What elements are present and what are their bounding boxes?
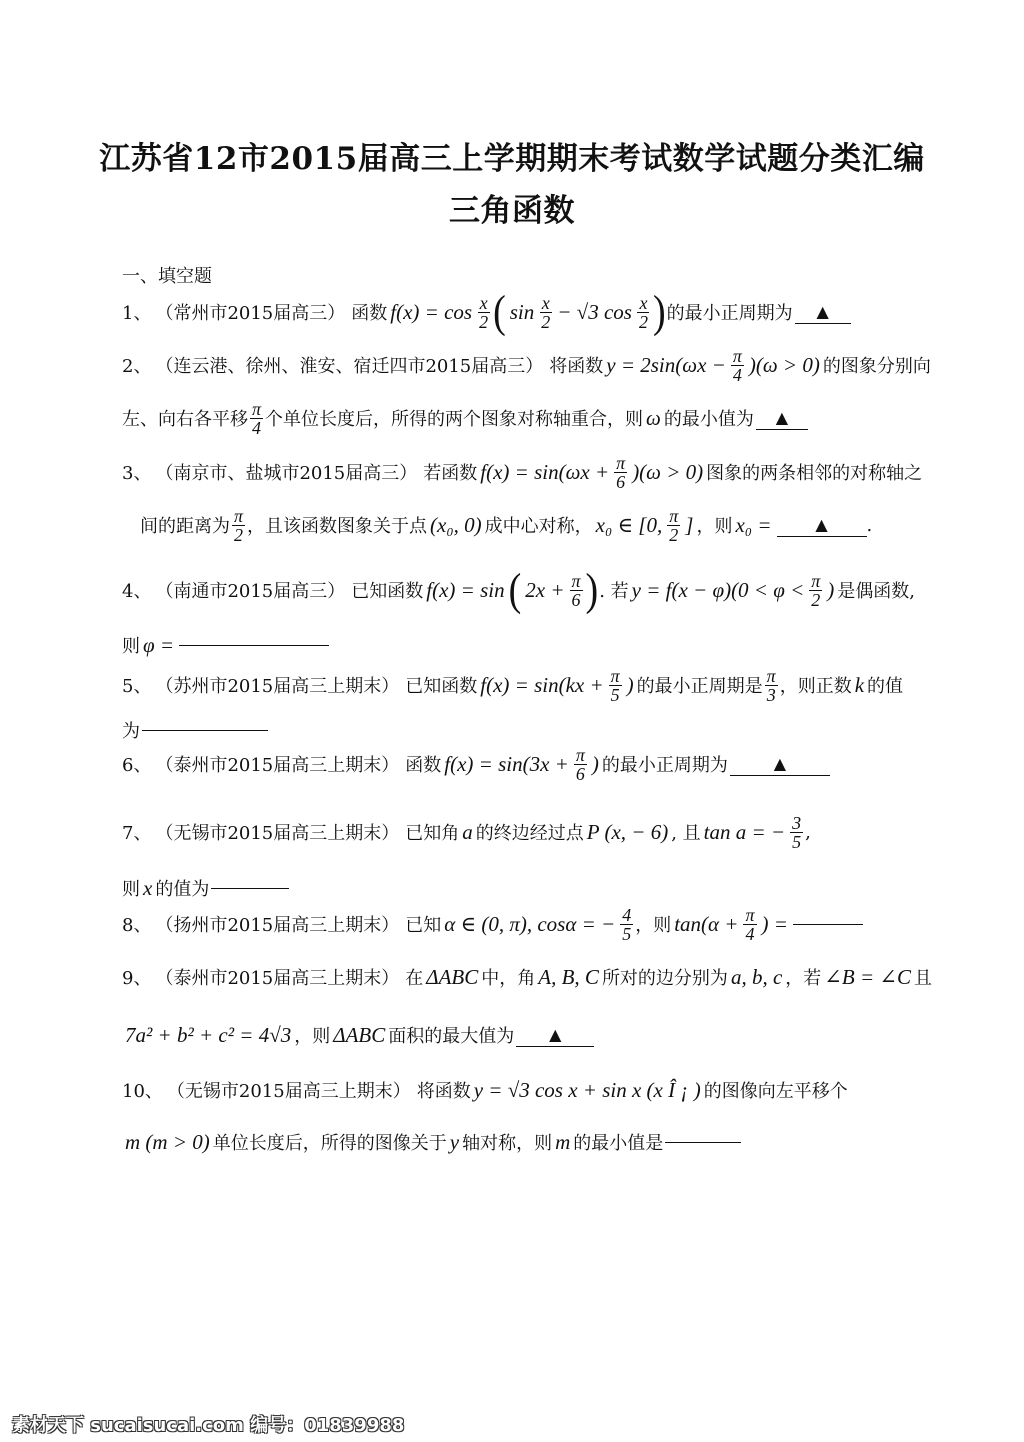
question-10: 10、 （无锡市2015届高三上期末） 将函数 y = √3 cos x + sin x (x Î ¡ ) 的图像向左平移个 [122, 1077, 848, 1102]
question-5-cont: 为 [122, 710, 268, 750]
question-3: 3、 （南京市、盐城市2015届高三） 若函数 f(x) = sin(ωx + $\frac{\pi}{6}$ )(ω > 0) 图象的两条相邻的对称轴之 [122, 452, 923, 492]
answer-blank [179, 645, 329, 646]
question-6: 6、 （泰州市2015届高三上期末） 函数 f(x) = sin(3x + $\frac{\pi}{6}$ ) 的最小正周期为 ▲ [122, 744, 830, 784]
document-subtitle: 三角函数 [449, 193, 575, 229]
question-3-cont: 间的距离为 $\frac{\pi}{2}$ ，且该函数图象关于点 (x₀, 0) 成中心对称， x₀ ∈ [0, $\frac{\pi}{2}$ ] ，则 x₀ = ▲ . [140, 505, 873, 545]
question-2: 2、 （连云港、徐州、淮安、宿迁四市2015届高三） 将函数 y = 2sin(ωx − $\frac{\pi}{4}$ )(ω > 0) 的图象分别向 [122, 345, 931, 385]
question-7-cont: 则 x 的值为 [122, 868, 289, 908]
answer-blank: ▲ [756, 407, 808, 430]
document-title: 江苏省12市2015届高三上学期期末考试数学试题分类汇编 [99, 141, 925, 177]
answer-blank: ▲ [777, 514, 867, 537]
question-9: 9、 （泰州市2015届高三上期末） 在 ΔABC 中，角 A, B, C 所对的边分别为 a, b, c ，若 ∠B = ∠C 且 [122, 964, 932, 989]
question-8: 8、 （扬州市2015届高三上期末） 已知 α ∈ (0, π), cosα = − $\frac{4}{5}$ ，则 tan(α + $\frac{\pi}{4}$ ) = [122, 904, 863, 944]
question-7: 7、 （无锡市2015届高三上期末） 已知角 a 的终边经过点 P (x, − 6) , 且 tan a = − $\frac{3}{5}$ , [122, 812, 811, 852]
question-2-cont: 左、向右各平移 $\frac{\pi}{4}$ 个单位长度后，所得的两个图象对称轴重合，则 ω 的最小值为 ▲ [122, 398, 808, 438]
question-10-cont: m (m > 0) 单位长度后，所得的图像关于 y 轴对称，则 m 的最小值是 [122, 1122, 741, 1162]
question-1: 1、 （常州市2015届高三） 函数 f(x) = cos $\frac{x}{2}$ ( sin $\frac{x}{2}$ − √3 cos $\frac{x}{2}$ ) 的最小正周期为 ▲ [122, 292, 851, 332]
answer-blank: ▲ [730, 753, 830, 776]
question-4: 4、 （南通市2015届高三） 已知函数 f(x) = sin ( 2x + $\frac{\pi}{6}$ ) . 若 y = f(x − φ)(0 < φ < $\frac{\pi}{2}$ ) 是偶函数, [122, 564, 916, 616]
section-heading: 一、填空题 [122, 266, 212, 287]
question-9-cont: 7a² + b² + c² = 4√3 ，则 ΔABC 面积的最大值为 ▲ [122, 1015, 594, 1055]
question-5: 5、 （苏州市2015届高三上期末） 已知函数 f(x) = sin(kx + $\frac{\pi}{5}$ ) 的最小正周期是 $\frac{\pi}{3}$ ，则正数 k 的值 [122, 665, 904, 705]
answer-blank: ▲ [516, 1024, 594, 1047]
answer-blank [211, 888, 289, 889]
answer-blank: ▲ [795, 301, 851, 324]
answer-blank [793, 924, 863, 925]
question-4-cont: 则 φ = [122, 625, 329, 665]
watermark: 素材天下 sucaisucai.com 编号：01839988 [12, 1415, 405, 1436]
answer-blank [142, 730, 268, 731]
answer-blank [665, 1142, 741, 1143]
